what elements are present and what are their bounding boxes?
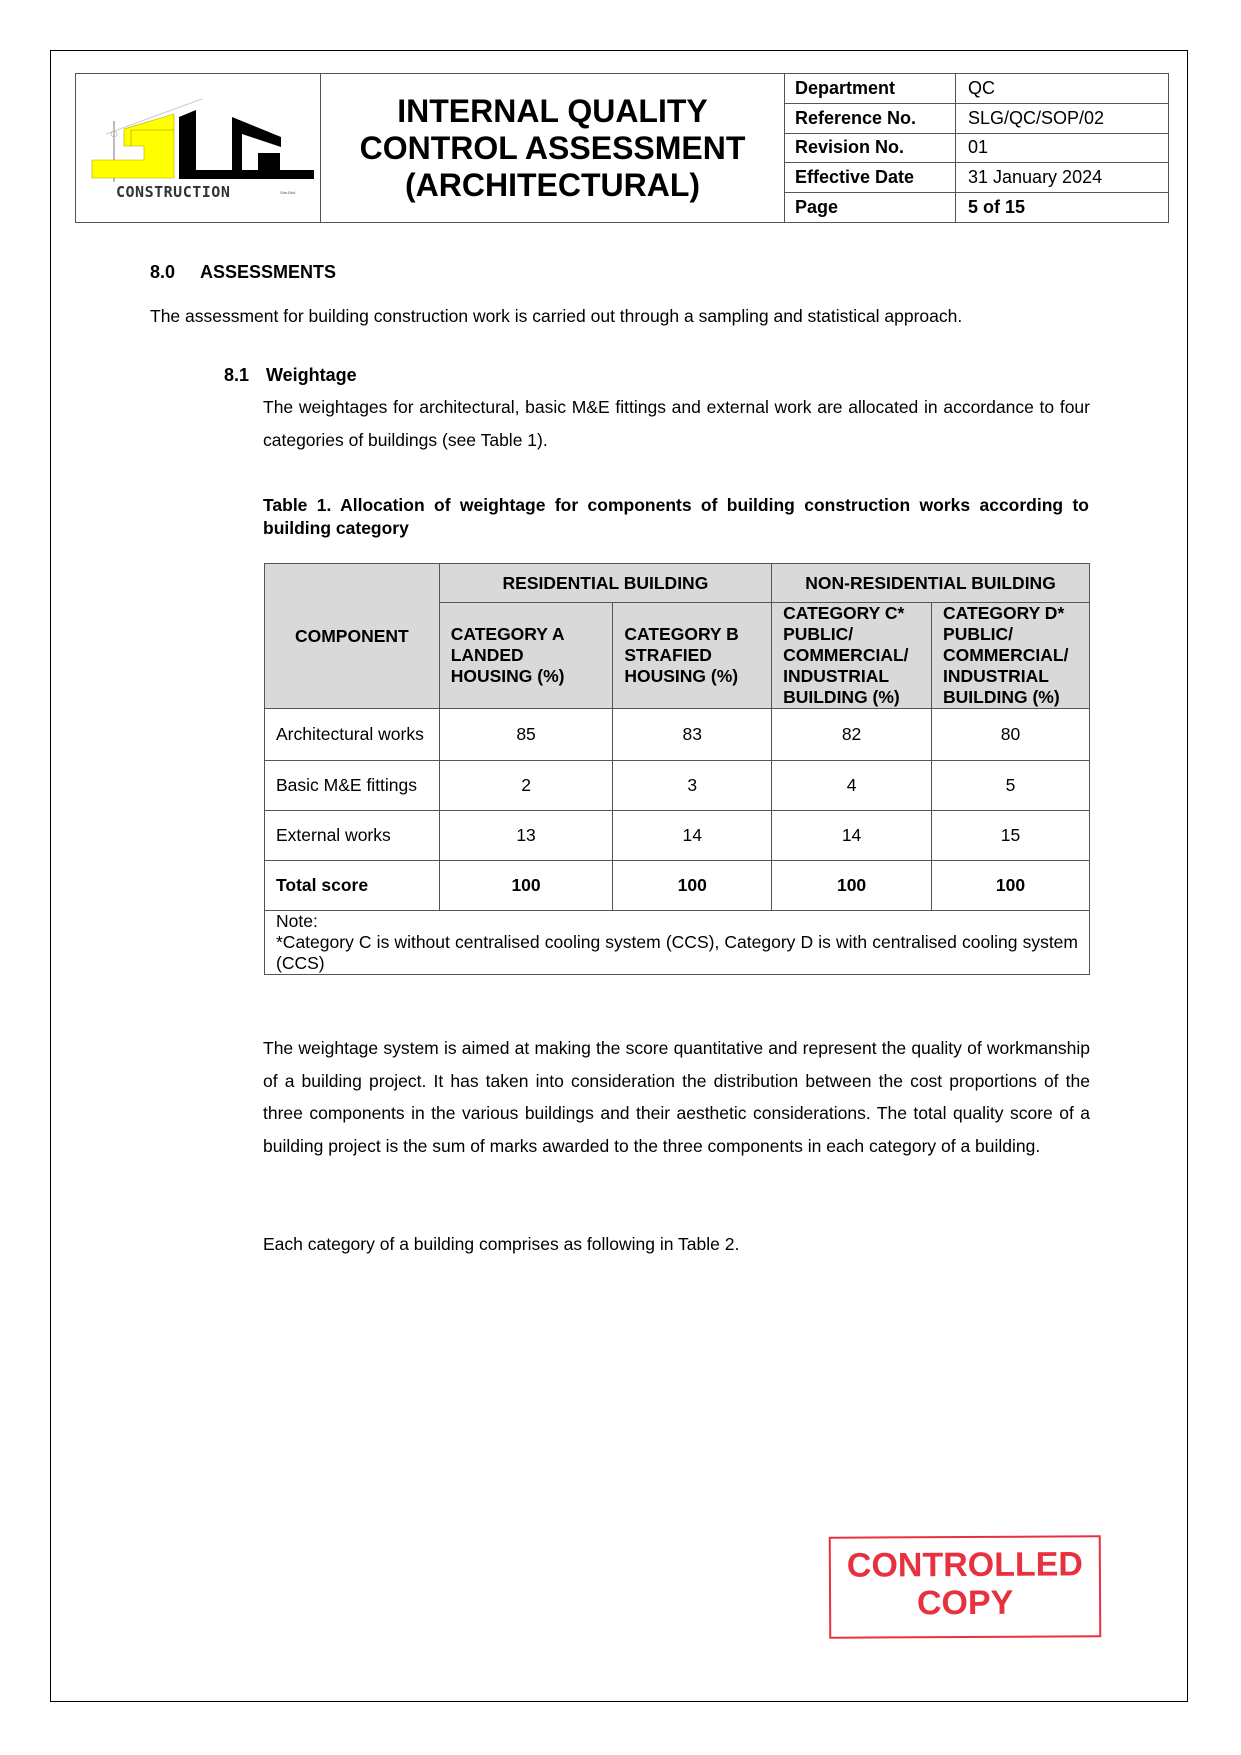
title-line-3: (ARCHITECTURAL)	[404, 166, 701, 203]
value-cell: 3	[613, 761, 772, 811]
document-meta-table	[785, 74, 1168, 222]
total-cell: 100	[772, 861, 932, 911]
note-label: Note:	[276, 911, 318, 931]
section-title: ASSESSMENTS	[200, 262, 337, 282]
category-c-header: CATEGORY C* PUBLIC/ COMMERCIAL/ INDUSTRIAL BUILDING (%)	[772, 603, 932, 709]
meta-row-revision	[785, 134, 1168, 164]
stamp-line-2: COPY	[916, 1583, 1014, 1623]
value-cell: 82	[772, 709, 932, 761]
meta-label: Effective Date	[785, 163, 956, 192]
component-cell: Architectural works	[265, 709, 440, 761]
table-row	[265, 811, 1090, 861]
stamp-line-1: CONTROLLED	[846, 1545, 1084, 1585]
document-header	[75, 73, 1169, 223]
table-group-header-row	[265, 564, 1090, 603]
value-cell: 14	[772, 811, 932, 861]
subsection-text: The weightages for architectural, basic M&E fittings and external work are allocated in accordance to four categories of buildings (see Table 1).	[263, 397, 1090, 450]
note-text: *Category C is without centralised cooling system (CCS), Category D is with centralised cooling system (CCS)	[276, 932, 1078, 973]
title-line-2: CONTROL ASSESSMENT	[359, 129, 746, 166]
total-cell: 100	[613, 861, 772, 911]
weightage-table	[264, 563, 1090, 975]
value-cell: 5	[932, 761, 1090, 811]
section-heading	[150, 262, 336, 283]
paragraph-weightage-system: The weightage system is aimed at making the score quantitative and represent the quality of workmanship of a building project. It has taken into consideration the distribution between the cost proportions of the three components in the various buildings and their aesthetic considerations. The total quality score of a building project is the sum of marks awarded to the three components in each category of a building.	[263, 1038, 1090, 1156]
paragraph-table-2-intro: Each category of a building comprises as following in Table 2.	[263, 1234, 740, 1254]
component-cell: External works	[265, 811, 440, 861]
component-header: COMPONENT	[265, 564, 440, 709]
subsection-heading	[224, 365, 357, 386]
document-title	[321, 74, 785, 222]
table-note-row	[265, 911, 1090, 975]
component-cell: Basic M&E fittings	[265, 761, 440, 811]
meta-value: 01	[968, 137, 989, 158]
meta-value: 31 January 2024	[968, 167, 1103, 188]
value-cell: 13	[439, 811, 613, 861]
value-cell: 83	[613, 709, 772, 761]
logo-wordmark: CONSTRUCTION	[116, 183, 231, 201]
total-cell: 100	[439, 861, 613, 911]
total-cell: 100	[932, 861, 1090, 911]
value-cell: 15	[932, 811, 1090, 861]
value-cell: 14	[613, 811, 772, 861]
title-line-1: INTERNAL QUALITY	[397, 92, 708, 129]
logo-registration: Sdn.Bhd.	[280, 190, 297, 195]
meta-row-department	[785, 74, 1168, 104]
group-header-residential: RESIDENTIAL BUILDING	[439, 564, 771, 603]
category-a-header: CATEGORY A LANDED HOUSING (%)	[439, 603, 613, 709]
value-cell: 2	[439, 761, 613, 811]
table-row	[265, 709, 1090, 761]
table-note	[265, 911, 1090, 975]
meta-row-page	[785, 193, 1168, 222]
table-total-row	[265, 861, 1090, 911]
table-caption: Table 1. Allocation of weightage for components of building construction works according to building category	[263, 495, 1089, 538]
component-cell: Total score	[265, 861, 440, 911]
category-b-header: CATEGORY B STRAFIED HOUSING (%)	[613, 603, 772, 709]
meta-row-reference	[785, 104, 1168, 134]
slg-logo-icon	[76, 74, 320, 224]
meta-label: Department	[785, 74, 956, 103]
group-header-non-residential: NON-RESIDENTIAL BUILDING	[772, 564, 1090, 603]
subsection-title: Weightage	[266, 365, 357, 385]
meta-row-effective-date	[785, 163, 1168, 193]
meta-label: Reference No.	[785, 104, 956, 133]
category-d-header: CATEGORY D* PUBLIC/ COMMERCIAL/ INDUSTRIAL BUILDING (%)	[932, 603, 1090, 709]
meta-label: Page	[785, 193, 956, 222]
table-row	[265, 761, 1090, 811]
company-logo	[76, 74, 321, 222]
meta-value: SLG/QC/SOP/02	[968, 107, 1105, 128]
meta-label: Revision No.	[785, 134, 956, 163]
subsection-number: 8.1	[224, 365, 250, 385]
section-number: 8.0	[150, 262, 176, 282]
meta-value: QC	[968, 77, 995, 98]
value-cell: 80	[932, 709, 1090, 761]
section-intro: The assessment for building construction work is carried out through a sampling and statistical approach.	[150, 306, 963, 326]
value-cell: 85	[439, 709, 613, 761]
controlled-copy-stamp	[829, 1535, 1102, 1638]
page-number: 5 of 15	[968, 197, 1026, 218]
value-cell: 4	[772, 761, 932, 811]
